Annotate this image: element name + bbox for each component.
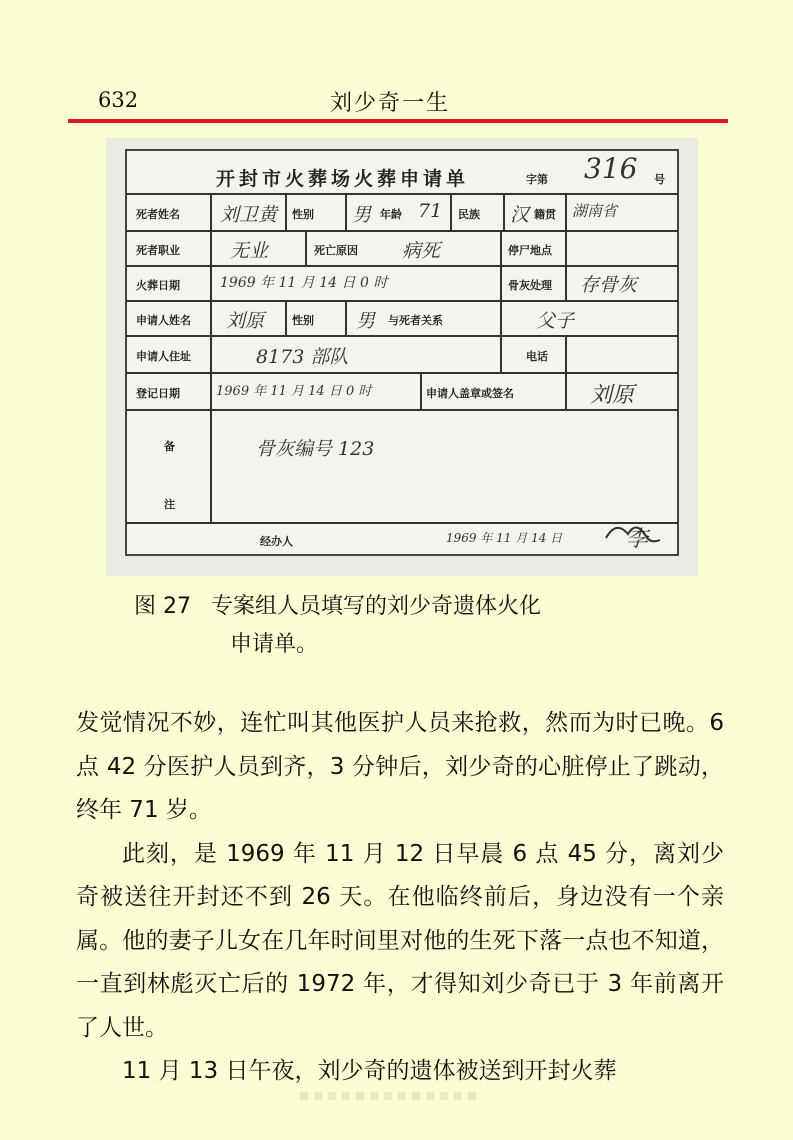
- header-rule: [68, 119, 728, 123]
- label-native-place: 籍贯: [534, 208, 556, 221]
- label-applicant-name: 申请人姓名: [136, 314, 191, 327]
- value-deceased-name: 刘卫黄: [220, 204, 278, 226]
- label-age: 年龄: [380, 208, 402, 221]
- value-remarks: 骨灰编号 123: [256, 438, 375, 460]
- serial-number: 316: [584, 152, 638, 185]
- figure-label: 图 27: [134, 594, 191, 619]
- cremation-form-photo: [106, 138, 698, 576]
- label-cause-of-death: 死亡原因: [314, 244, 358, 257]
- paragraph-2: 此刻，是 1969 年 11 月 12 日早晨 6 点 45 分，离刘少奇被送往开封还不到 26 天。在他临终前后，身边没有一个亲属。他的妻子儿女在几年时间里对他的生死下落一点也不知道，一直到林彪灭亡后的 1972 年，才得知刘少奇已于 3 年前离开了人世。: [76, 840, 724, 1041]
- value-gender-2: 男: [356, 310, 376, 332]
- value-occupation: 无业: [230, 240, 269, 262]
- label-applicant-sign: 申请人盖章或签名: [426, 387, 514, 400]
- label-gender-2: 性别: [292, 314, 314, 327]
- value-handler-sign: 李: [626, 527, 649, 552]
- label-deceased-name: 死者姓名: [136, 208, 180, 221]
- value-relation: 父子: [536, 310, 575, 332]
- value-age: 71: [418, 200, 443, 222]
- paragraph-3: 11 月 13 日午夜，刘少奇的遗体被送到开封火葬: [122, 1058, 617, 1084]
- value-handler-date: 1969 年 11 月 14 日: [446, 531, 563, 545]
- caption-line-2: 申请单。: [230, 632, 319, 657]
- form-title: 开封市火葬场火葬申请单: [216, 168, 470, 190]
- label-gender: 性别: [292, 208, 314, 221]
- page-number: 632: [98, 88, 139, 112]
- label-relation: 与死者关系: [388, 314, 443, 327]
- label-occupation: 死者职业: [136, 244, 180, 257]
- label-handler: 经办人: [260, 535, 293, 548]
- serial-suffix: 号: [654, 173, 665, 186]
- label-ethnicity: 民族: [458, 208, 480, 221]
- label-cremation-date: 火葬日期: [136, 279, 180, 292]
- value-register-date: 1969 年 11 月 14 日 0 时: [216, 384, 372, 399]
- page-footer-smudge: [300, 1092, 480, 1100]
- label-household: 停尸地点: [508, 244, 552, 257]
- serial-prefix: 字第: [526, 173, 548, 186]
- value-gender: 男: [352, 204, 372, 226]
- label-phone: 电话: [526, 350, 548, 363]
- value-applicant-address: 8173 部队: [256, 346, 349, 368]
- label-remarks-1: 备: [164, 440, 175, 453]
- figure-caption: [134, 588, 541, 664]
- running-title: 刘少奇一生: [330, 91, 451, 116]
- value-native-place: 湖南省: [572, 202, 618, 220]
- caption-line-1: 专案组人员填写的刘少奇遗体火化: [211, 594, 542, 619]
- paragraph-1: 发觉情况不妙，连忙叫其他医护人员来抢救，然而为时已晚。6 点 42 分医护人员到齐，3 分钟后，刘少奇的心脏停止了跳动，终年 71 岁。: [76, 710, 724, 823]
- label-remarks-2: 注: [164, 498, 175, 511]
- value-applicant-sign: 刘原: [590, 383, 635, 408]
- value-cremation-date: 1969 年 11 月 14 日 0 时: [220, 275, 388, 291]
- value-ethnicity: 汉: [510, 204, 530, 226]
- label-ashes-handling: 骨灰处理: [508, 279, 552, 292]
- label-register-date: 登记日期: [136, 387, 180, 400]
- value-ashes-handling: 存骨灰: [580, 274, 638, 296]
- value-applicant-name: 刘原: [226, 310, 265, 332]
- value-cause-of-death: 病死: [402, 240, 441, 262]
- label-applicant-address: 申请人住址: [136, 350, 191, 363]
- body-text: [76, 702, 724, 1094]
